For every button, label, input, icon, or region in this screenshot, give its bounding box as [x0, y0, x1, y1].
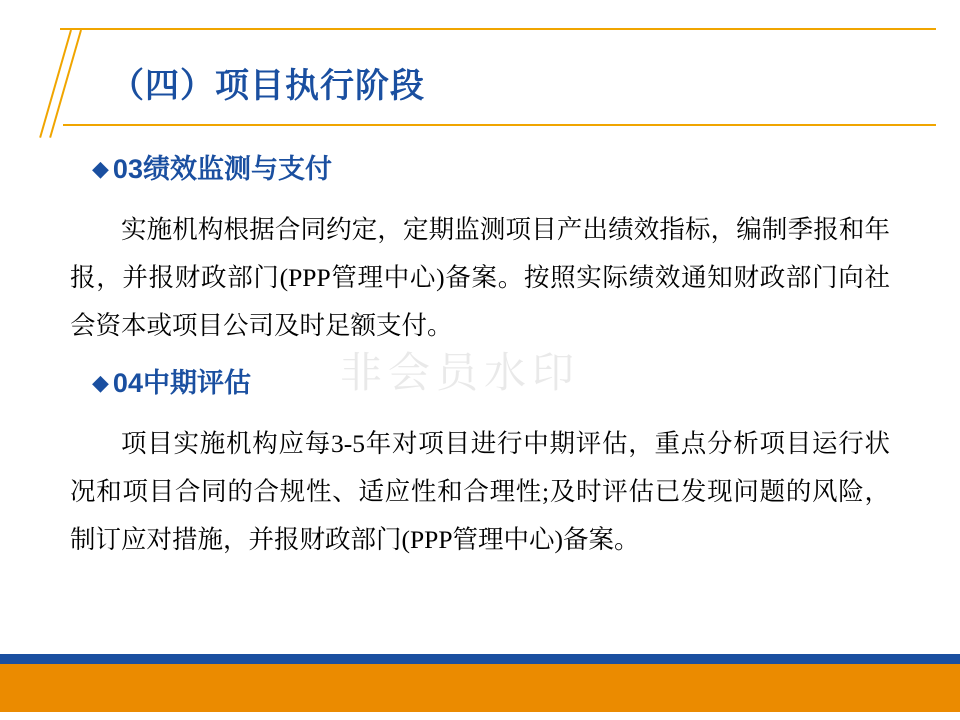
decorative-slashes	[48, 28, 108, 138]
section-03-paragraph: 实施机构根据合同约定，定期监测项目产出绩效指标，编制季报和年报，并报财政部门(PPP管理中心)备案。按照实际绩效通知财政部门向社会资本或项目公司及时足额支付。	[70, 215, 890, 340]
footer-white-strip	[0, 712, 960, 720]
title-underline	[63, 124, 936, 126]
section-04-paragraph: 项目实施机构应每3-5年对项目进行中期评估，重点分析项目运行状况和项目合同的合规性、适应性和合理性;及时评估已发现问题的风险，制订应对措施，并报财政部门(PPP管理中心)备案。	[70, 429, 890, 554]
section-03-heading	[0, 146, 960, 194]
section-04	[0, 360, 960, 564]
diamond-bullet-icon: ◆	[92, 370, 109, 395]
section-03	[0, 146, 960, 350]
slide-content	[0, 146, 960, 570]
section-03-heading-text: 03绩效监测与支付	[112, 154, 332, 184]
diamond-bullet-icon: ◆	[92, 156, 109, 181]
section-04-heading	[0, 360, 960, 408]
top-divider-line	[60, 28, 936, 30]
page-title: （四）项目执行阶段	[110, 67, 425, 105]
footer-orange-bar	[0, 664, 960, 712]
section-04-heading-text: 04中期评估	[112, 368, 251, 398]
watermark-text: 非会员水印	[340, 349, 581, 396]
footer-blue-bar	[0, 654, 960, 664]
